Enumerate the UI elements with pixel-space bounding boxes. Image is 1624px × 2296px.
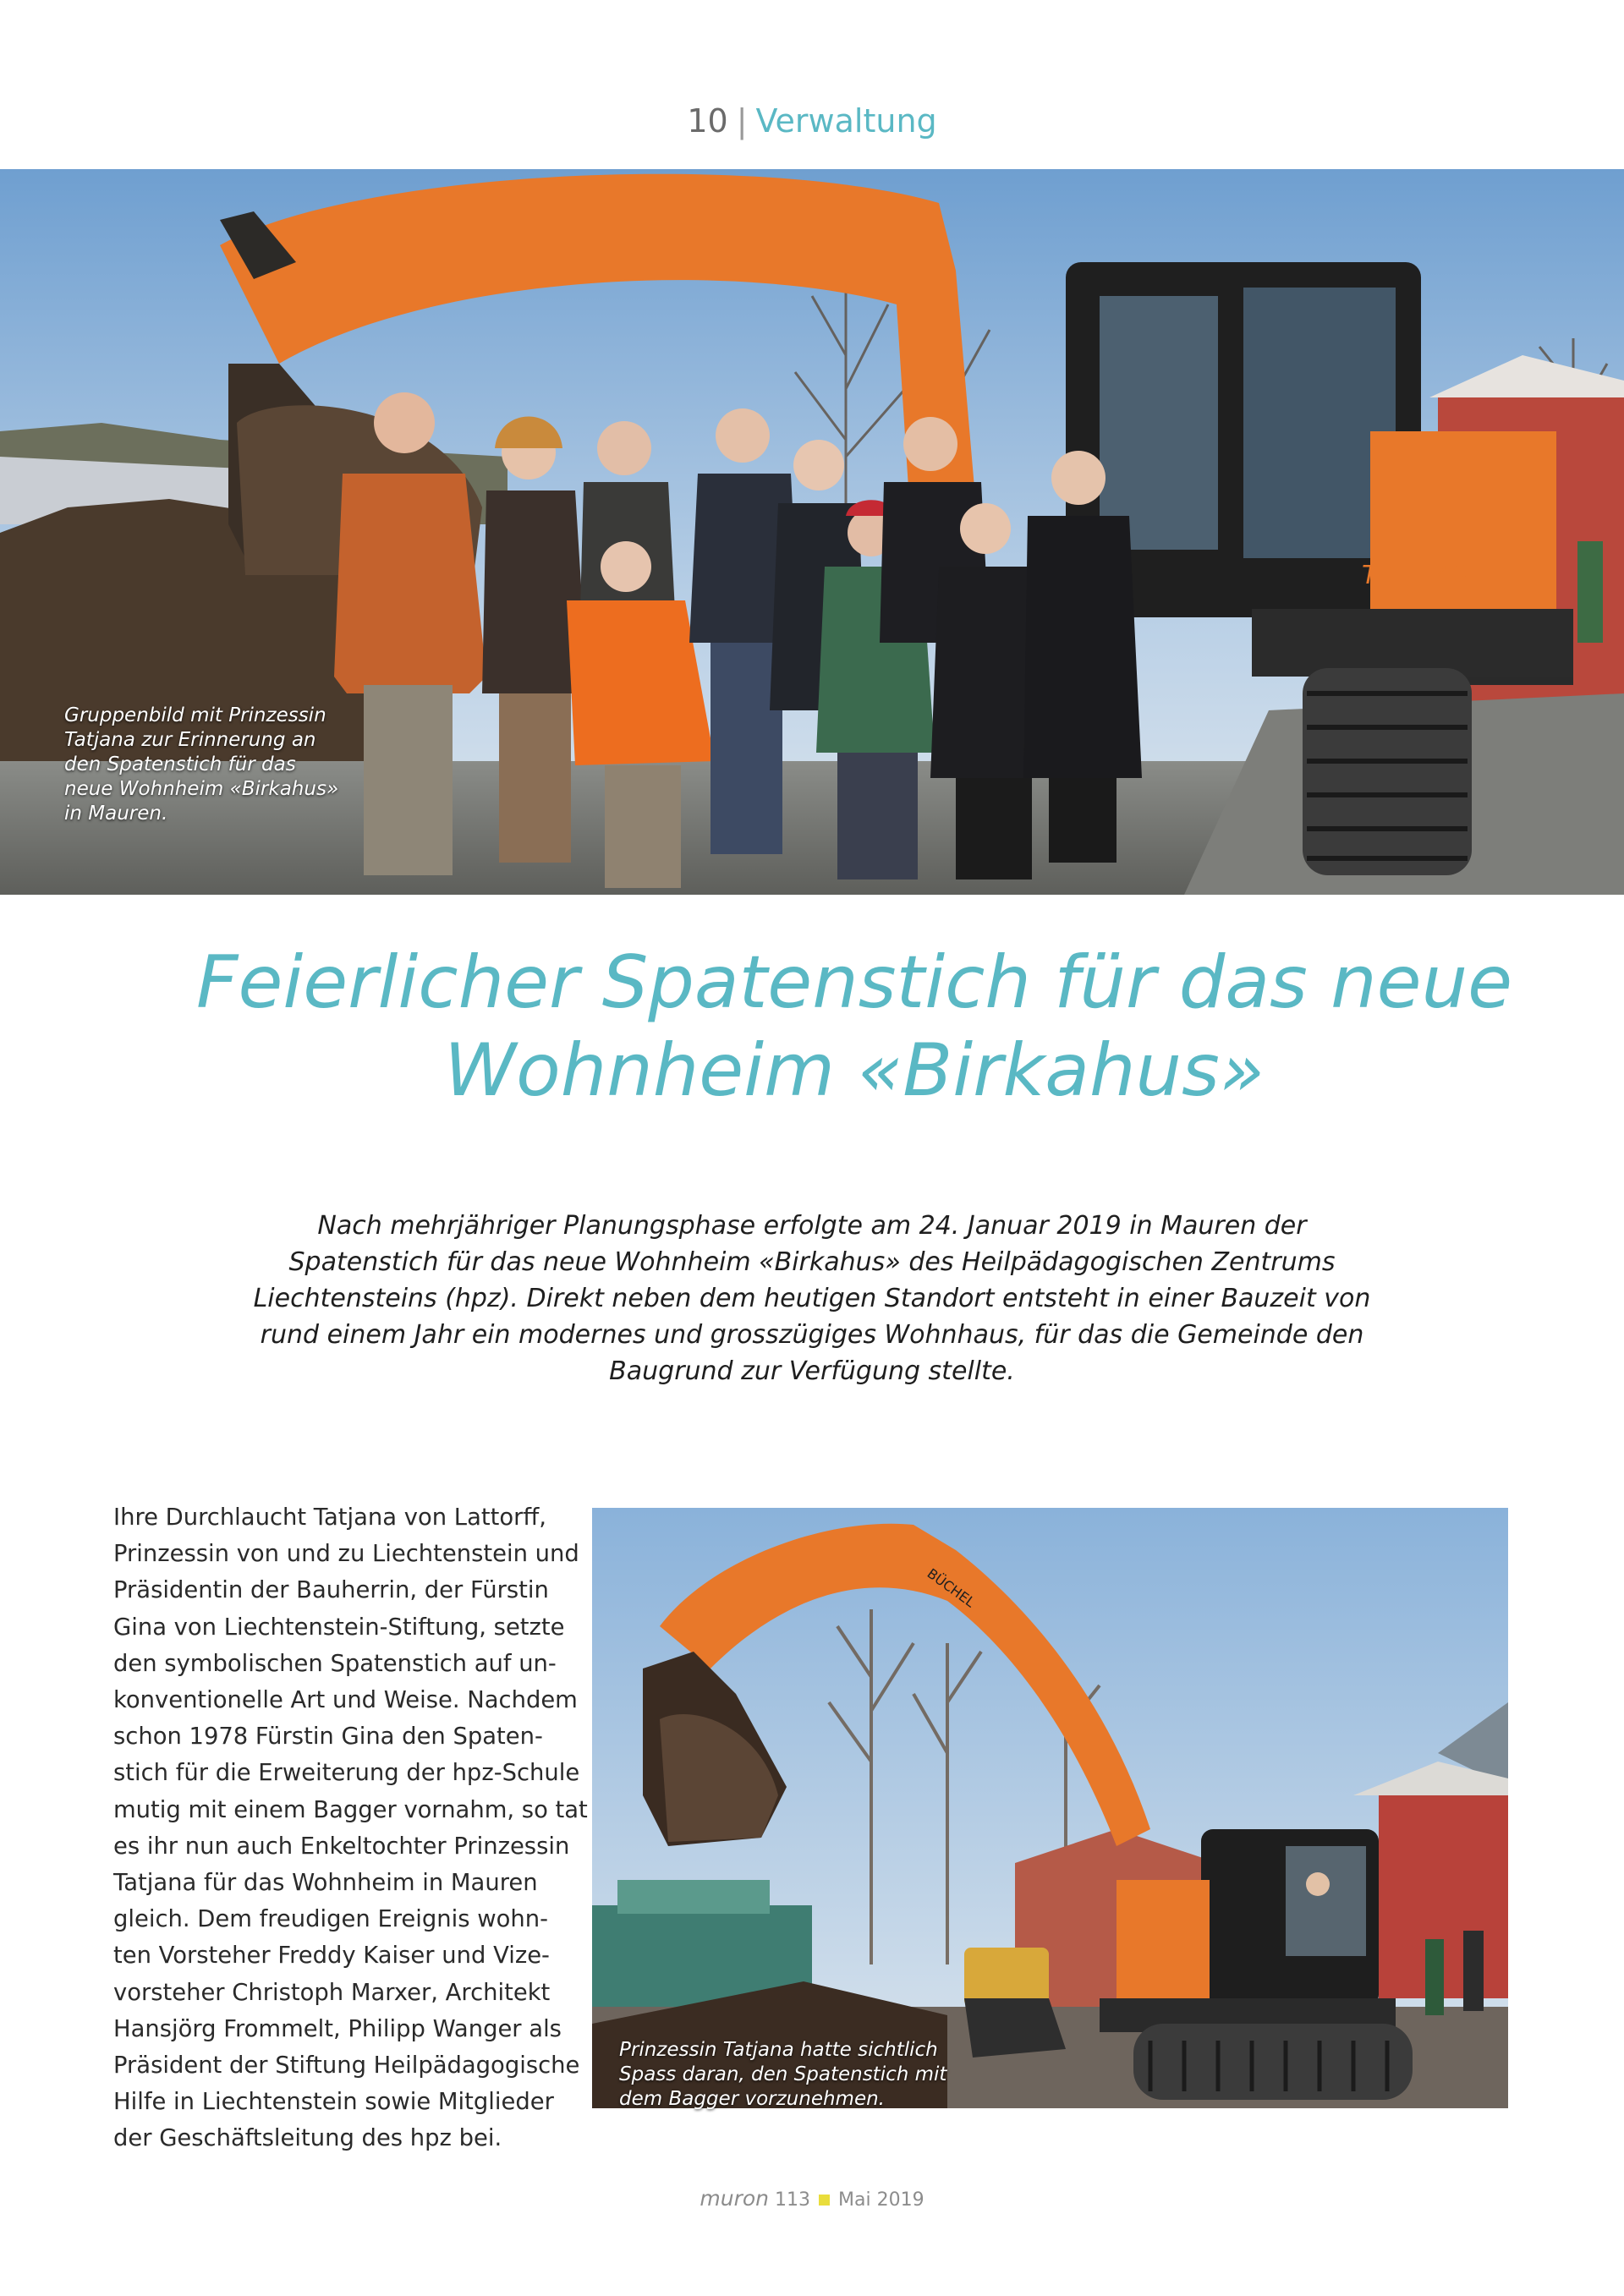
- lead-line: Baugrund zur Verfügung stellte.: [609, 1356, 1015, 1386]
- boom-marking: BÜCHEL: [924, 1564, 979, 1611]
- body-line: Ihre Durchlaucht Tatjana von Lattorff,: [113, 1504, 546, 1531]
- body-line: es ihr nun auch Enkeltochter Prinzessin: [113, 1833, 570, 1860]
- section-name: Verwaltung: [755, 102, 937, 140]
- excavator-photo-illustration: [592, 1508, 1508, 2108]
- header-separator: |: [736, 102, 748, 140]
- body-line: mutig mit einem Bagger vornahm, so tat: [113, 1796, 588, 1823]
- body-line: Gina von Liechtenstein-Stiftung, setzte: [113, 1614, 565, 1641]
- body-line: den symbolischen Spatenstich auf un-: [113, 1650, 557, 1677]
- page-number: 10: [687, 102, 728, 140]
- excavator-photo: [592, 1508, 1508, 2108]
- body-line: stich für die Erweiterung der hpz-Schule: [113, 1760, 580, 1787]
- body-line: ten Vorsteher Freddy Kaiser und Vize-: [113, 1943, 550, 1970]
- article-title: [118, 939, 1590, 1115]
- page-header: [0, 91, 1624, 151]
- issue-date: Mai 2019: [838, 2189, 924, 2211]
- magazine-name: muron: [700, 2186, 770, 2211]
- body-line: Hilfe in Liechtenstein sowie Mitglieder: [113, 2089, 554, 2116]
- lead-line: Liechtensteins (hpz). Direkt neben dem heutigen Standort entsteht in einer Bauzeit von: [253, 1284, 1371, 1313]
- body-line: Hansjörg Frommelt, Philipp Wanger als: [113, 2015, 562, 2042]
- lead-line: rund einem Jahr ein modernes und grosszügiges Wohnhaus, für das die Gemeinde den: [260, 1320, 1364, 1350]
- body-line: der Geschäftsleitung des hpz bei.: [113, 2125, 502, 2152]
- body-line: konventionelle Art und Weise. Nachdem: [113, 1687, 578, 1714]
- title-line: Wohnheim «Birkahus»: [444, 1028, 1265, 1113]
- lead-line: Nach mehrjähriger Planungsphase erfolgte am 24. Januar 2019 in Mauren der: [317, 1211, 1307, 1241]
- body-line: Tatjana für das Wohnheim in Mauren: [113, 1870, 538, 1897]
- lead-line: Spatenstich für das neue Wohnheim «Birkahus» des Heilpädagogischen Zentrums: [288, 1247, 1336, 1277]
- page-footer: [0, 2186, 1624, 2211]
- body-line: Präsident der Stiftung Heilpädagogische: [113, 2052, 580, 2080]
- title-line: Feierlicher Spatenstich für das neue: [195, 940, 1513, 1025]
- hero-photo-caption: Gruppenbild mit Prinzessin Tatjana zur Erinnerung an den Spatenstich für das neue Wohnheim «Birkahus» in Mauren.: [64, 704, 339, 825]
- issue-number: 113: [775, 2189, 811, 2211]
- excavator-marking: TB 1140: [1362, 561, 1468, 590]
- body-line: Präsidentin der Bauherrin, der Fürstin: [113, 1577, 549, 1604]
- lead-paragraph: [237, 1208, 1387, 1389]
- body-text: [113, 1499, 588, 2157]
- body-line: vorsteher Christoph Marxer, Architekt: [113, 1979, 551, 2006]
- body-line: gleich. Dem freudigen Ereignis wohn-: [113, 1906, 548, 1933]
- footer-square-icon: [819, 2195, 830, 2206]
- body-line: schon 1978 Fürstin Gina den Spaten-: [113, 1723, 543, 1751]
- excavator-photo-caption: Prinzessin Tatjana hatte sichtlich Spass daran, den Spatenstich mit dem Bagger vorzunehmen.: [619, 2039, 947, 2110]
- body-line: Prinzessin von und zu Liechtenstein und: [113, 1541, 579, 1568]
